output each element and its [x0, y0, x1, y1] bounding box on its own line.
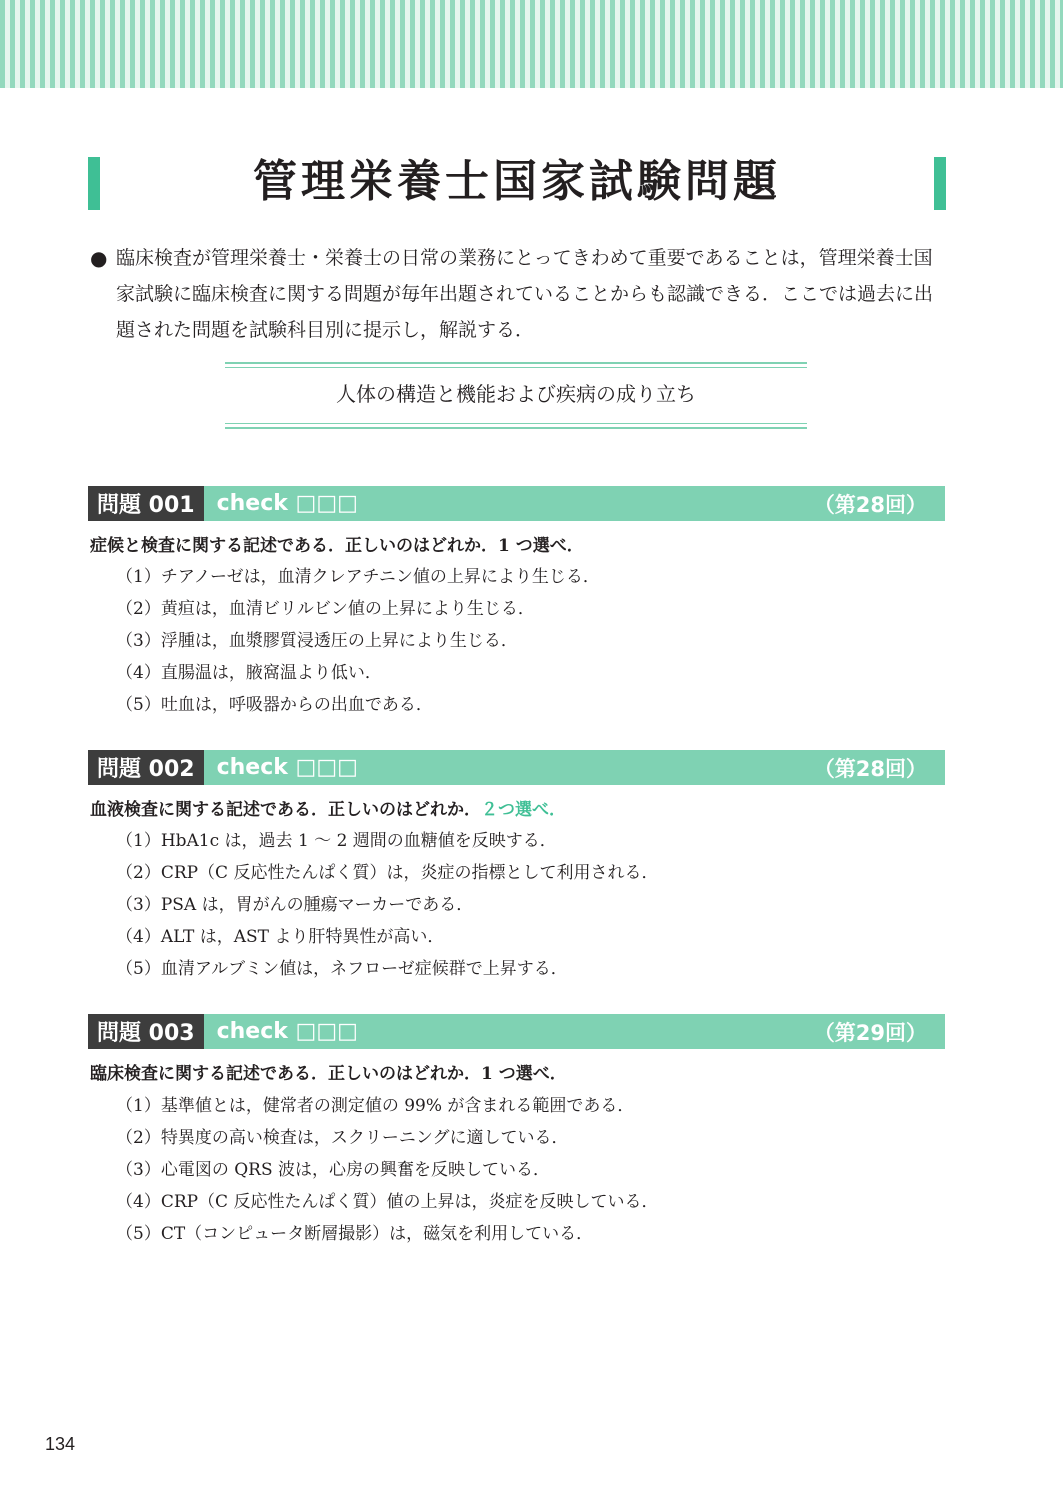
question-stem — [90, 1061, 567, 1087]
intro-paragraph — [90, 240, 950, 348]
question-header — [88, 750, 945, 785]
question-stem — [90, 533, 584, 559]
intro-text: 臨床検査が管理栄養士・栄養士の日常の業務にとってきわめて重要であることは，管理栄養士国家試験に臨床検査に関する問題が毎年出題されていることからも認識できる．ここでは過去に出題された問題を試験科目別に提示し，解説する． — [116, 247, 934, 341]
check-boxes[interactable]: check □□□ — [216, 491, 358, 516]
question-header — [88, 1014, 945, 1049]
title-accent-bar-left — [88, 157, 100, 210]
answer-option: （2）CRP（C 反応性たんぱく質）は，炎症の指標として利用される． — [116, 863, 659, 883]
question-stem — [90, 797, 566, 823]
section-rule-top — [225, 362, 807, 368]
answer-option: （4）CRP（C 反応性たんぱく質）値の上昇は，炎症を反映している． — [116, 1192, 659, 1212]
answer-option: （3）心電図の QRS 波は，心房の興奮を反映している． — [116, 1160, 551, 1180]
section-rule-bottom — [225, 423, 807, 429]
question-stem-text: 臨床検査に関する記述である．正しいのはどれか．1 つ選べ． — [90, 1064, 567, 1084]
answer-option: （4）直腸温は，腋窩温より低い． — [116, 663, 382, 683]
section-title: 人体の構造と機能および疾病の成り立ち — [336, 382, 696, 406]
question-stem-text: 血液検査に関する記述である．正しいのはどれか． — [90, 800, 481, 820]
question-number: 問題 002 — [88, 750, 204, 785]
answer-option: （3）浮腫は，血漿膠質浸透圧の上昇により生じる． — [116, 631, 518, 651]
bullet-icon: ● — [90, 246, 108, 270]
question-number: 問題 003 — [88, 1014, 204, 1049]
exam-round: （第29回） — [813, 1020, 927, 1045]
exam-round: （第28回） — [813, 492, 927, 517]
answer-option: （2）特異度の高い検査は，スクリーニングに適している． — [116, 1128, 569, 1148]
question-stem-accent: ２つ選べ． — [481, 800, 566, 820]
answer-option: （2）黄疸は，血清ビリルビン値の上昇により生じる． — [116, 599, 535, 619]
answer-option: （1）チアノーゼは，血清クレアチニン値の上昇により生じる． — [116, 567, 600, 587]
page-title: 管理栄養士国家試験問題 — [253, 156, 781, 207]
answer-option: （5）血清アルブミン値は，ネフローゼ症候群で上昇する． — [116, 959, 568, 979]
answer-option: （4）ALT は，AST より肝特異性が高い． — [116, 927, 445, 947]
answer-option: （5）吐血は，呼吸器からの出血である． — [116, 695, 433, 715]
page-number: 134 — [45, 1434, 76, 1454]
title-accent-bar-right — [934, 157, 946, 210]
exam-round: （第28回） — [813, 756, 927, 781]
answer-option: （3）PSA は，胃がんの腫瘍マーカーである． — [116, 895, 474, 915]
question-stem-text: 症候と検査に関する記述である．正しいのはどれか．1 つ選べ． — [90, 536, 584, 556]
check-boxes[interactable]: check □□□ — [216, 755, 358, 780]
answer-option: （5）CT（コンピュータ断層撮影）は，磁気を利用している． — [116, 1224, 594, 1244]
answer-option: （1）基準値とは，健常者の測定値の 99% が含まれる範囲である． — [116, 1096, 635, 1116]
question-header — [88, 486, 945, 521]
answer-option: （1）HbA1c は，過去 1 ～ 2 週間の血糖値を反映する． — [116, 831, 557, 851]
check-boxes[interactable]: check □□□ — [216, 1019, 358, 1044]
header-stripe-band — [0, 0, 1063, 88]
question-number: 問題 001 — [88, 486, 204, 521]
